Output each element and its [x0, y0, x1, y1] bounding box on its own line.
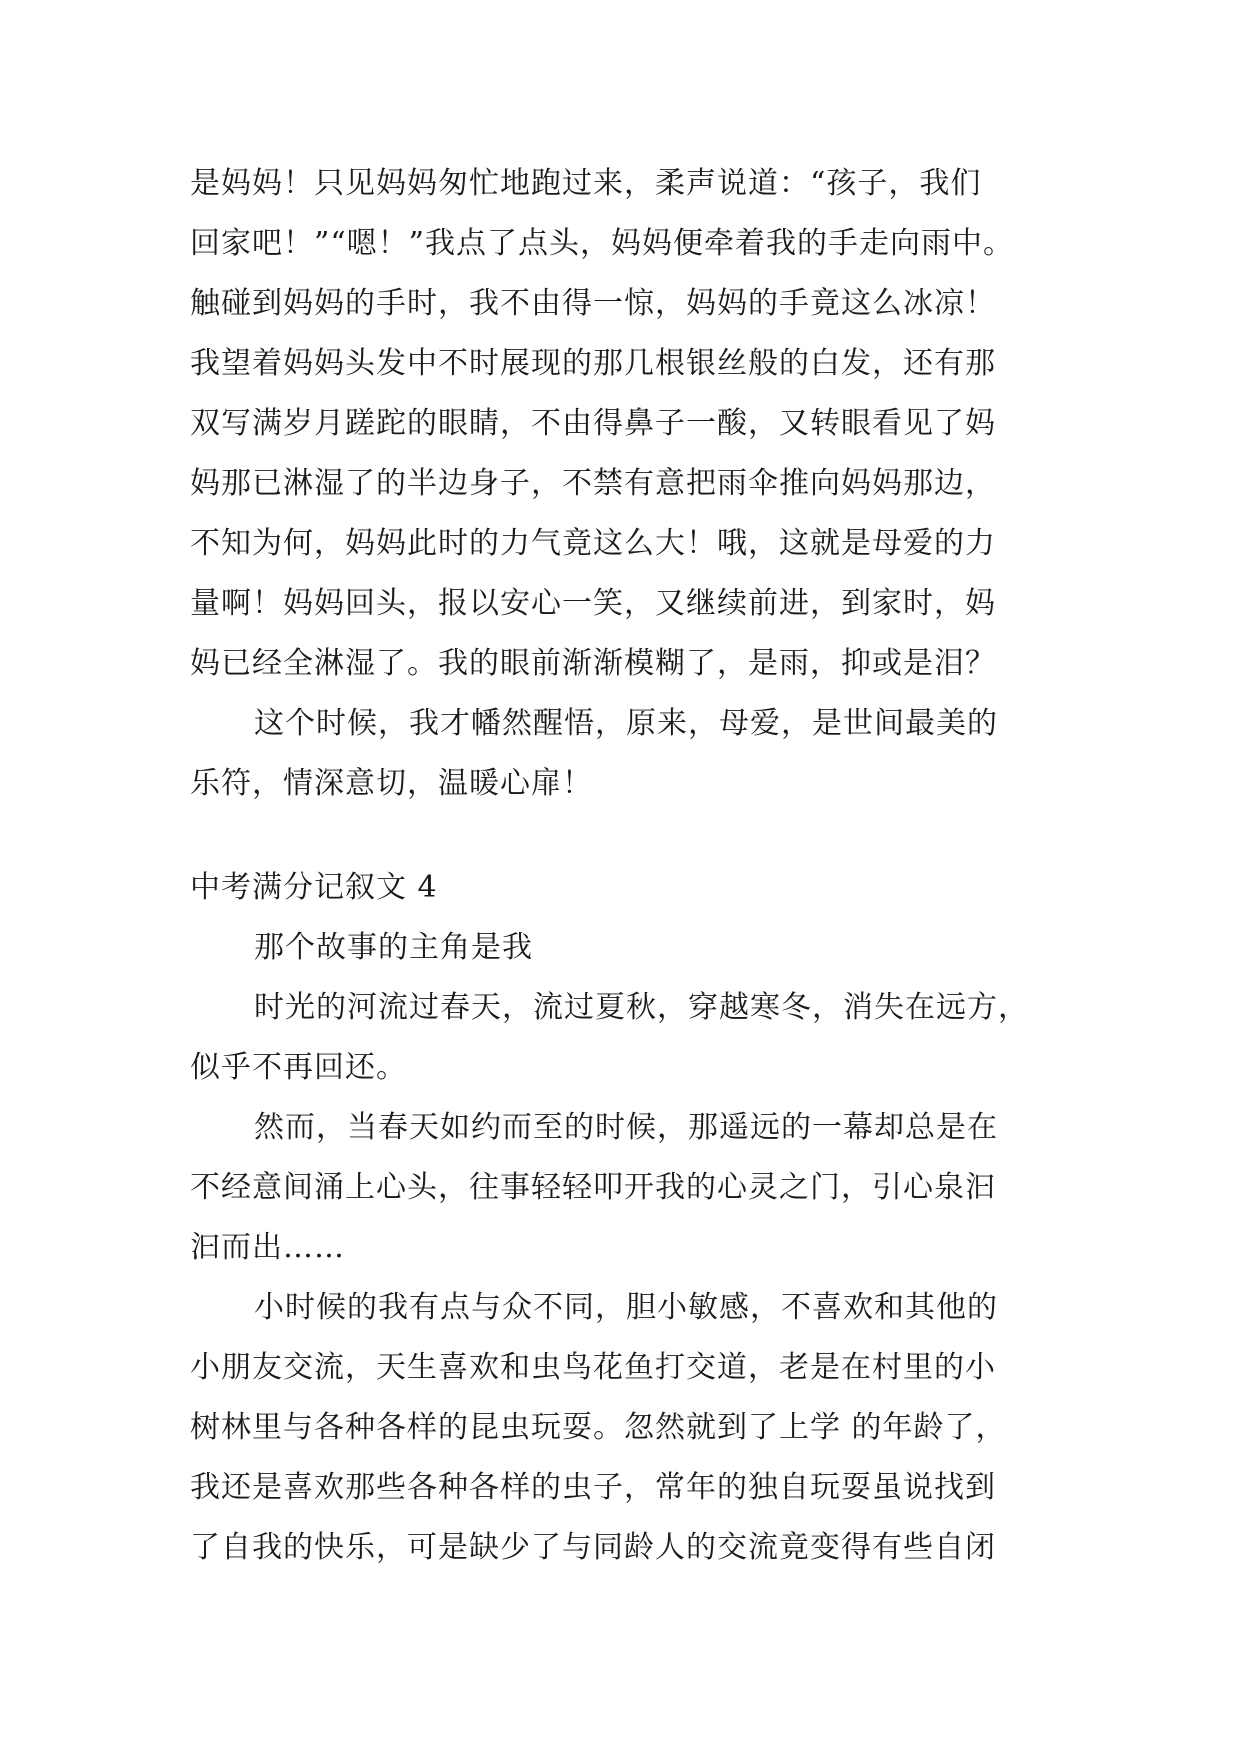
text-line: 不经意间涌上心头，往事轻轻叩开我的心灵之门，引心泉汩: [190, 1170, 996, 1205]
essay-title: 那个故事的主角是我: [254, 930, 533, 965]
text-line: 这个时候，我才幡然醒悟，原来，母爱，是世间最美的: [254, 706, 998, 741]
text-line: 不知为何，妈妈此时的力气竟这么大！哦，这就是母爱的力: [190, 526, 996, 561]
text-line: 妈那已淋湿了的半边身子，不禁有意把雨伞推向妈妈那边，: [190, 466, 996, 501]
text-line: 乐符，情深意切，温暖心扉！: [190, 766, 593, 801]
text-line: 时光的河流过春天，流过夏秋，穿越寒冬，消失在远方，: [254, 990, 1029, 1025]
text-line: 回家吧！”“嗯！”我点了点头，妈妈便牵着我的手走向雨中。: [190, 226, 1015, 261]
text-line: 小朋友交流，天生喜欢和虫鸟花鱼打交道，老是在村里的小: [190, 1350, 996, 1385]
text-line: 小时候的我有点与众不同，胆小敏感，不喜欢和其他的: [254, 1290, 998, 1325]
text-line: 我望着妈妈头发中不时展现的那几根银丝般的白发，还有那: [190, 346, 996, 381]
text-line: 了自我的快乐，可是缺少了与同龄人的交流竟变得有些自闭: [190, 1530, 996, 1565]
text-line: 似乎不再回还。: [190, 1050, 407, 1085]
text-line: 我还是喜欢那些各种各样的虫子，常年的独自玩耍虽说找到: [190, 1470, 996, 1505]
text-line: 触碰到妈妈的手时，我不由得一惊，妈妈的手竟这么冰凉！: [190, 286, 996, 321]
text-line: 妈已经全淋湿了。我的眼前渐渐模糊了，是雨，抑或是泪？: [190, 646, 996, 681]
text-line: 树林里与各种各样的昆虫玩耍。忽然就到了上学 的年龄了，: [190, 1410, 1007, 1445]
text-line: 汩而出……: [190, 1230, 345, 1265]
text-line: 双写满岁月蹉跎的眼睛，不由得鼻子一酸，又转眼看见了妈: [190, 406, 996, 441]
text-line: 量啊！妈妈回头，报以安心一笑，又继续前进，到家时，妈: [190, 586, 996, 621]
text-line: 是妈妈！只见妈妈匆忙地跑过来，柔声说道：“孩子，我们: [190, 166, 982, 201]
section-heading: 中考满分记叙文 4: [190, 870, 438, 905]
text-line: 然而，当春天如约而至的时候，那遥远的一幕却总是在: [254, 1110, 998, 1145]
